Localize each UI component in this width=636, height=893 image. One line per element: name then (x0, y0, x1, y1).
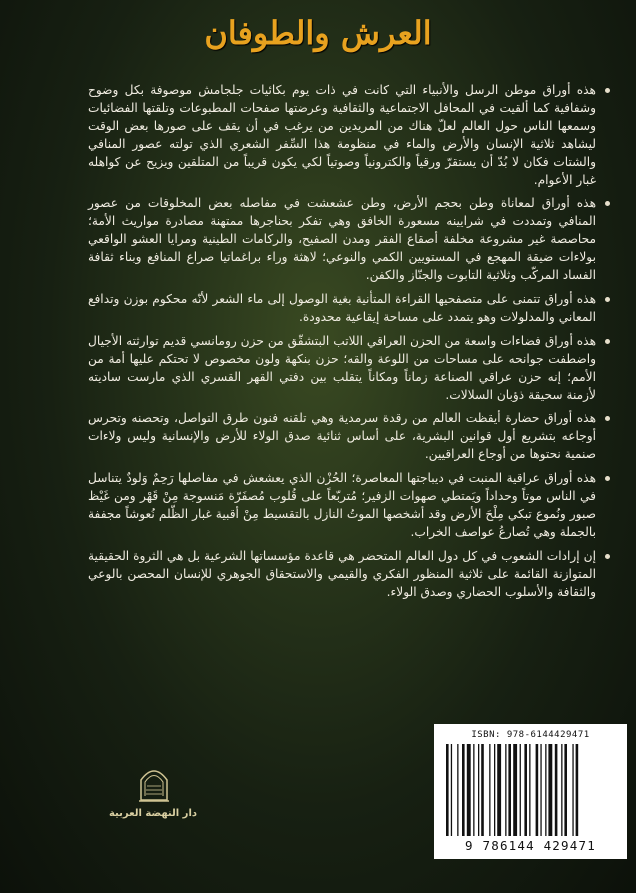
barcode-label (434, 724, 627, 859)
blurb-paragraph: هذه أوراق حضارة أيقظت العالم من رقدة سرمدية وهي تلقنه فنون طرق التواصل، وتحصنه وتحرس أوجاعه بتشريع أول قوانين البشرية، على أساس ثنائية صدق الولاء للأرض والإنسانية وليس ولاءات صنمية نحتوها من أوجاع العراقيين. (88, 410, 610, 464)
blurb-paragraph: هذه أوراق عراقية المنبت في ديباجتها المعاصرة؛ الحُزْن الذي يعشعش في مفاصلها رَحِمٌ وَلودٌ يتناسل في الناس موتاً وحداداً ويَمتطي صهوات الزفير؛ مُتربّعاً على قُلوب مُصفَرّة مَنسوجة مِنْ قَهْر ومن غَيْظ صبور ونُموع تبكي مِلْحَ الأرض وقد أشخصها الموتُ النازل بالتقسيط مِنْ أقبية غبار الظّلم نُعوشاً مجففة بالجملة وهي تُصارعُ عواصف الخراب. (88, 470, 610, 542)
book-title: العرش والطوفان (204, 14, 432, 52)
blurb-paragraph: هذه أوراق موطن الرسل والأنبياء التي كانت في ذات يوم بكائيات جلجامش موصوفة بكل وضوح وشفافية كما ألقيت في المحافل الاجتماعية والثقافية وعرضتها صفحات المطبوعات وتلقتها الفضائيات وسمعها الناس حول العالم لعلّ هناك من المريدين من يرغب في أن يقف على صورها بعض الوقت ليشاهد ثلاثية الإنسان والأرض والماء في منظومة هذا السِّفر الشعري الذي تولته عصور المنافي والشتات فكان لا بُدّ أن يستقرّ ورقياً والكترونياً وصوتياً لكي يكون قريباً من المتلقين ويزيح عن كواهله غبار الأعوام. (88, 82, 610, 189)
barcode-digits: 9 786144 429471 (465, 838, 596, 853)
bullet-icon (605, 88, 610, 93)
blurb-paragraph: هذه أوراق لمعاناة وطن بحجم الأرض، وطن عشعشت في مفاصله بعض المخلوقات من عصور المنافي وتمددت في شرايينه مسعورة الخافق وهي تفكر بحناجرها ممتهنة مصادرة مواريث الأمة؛ محاصصة غير مشروعة مخلفة أصقاع الفقر ومدن الصفيح، والركامات الطينية ومرايا العشو الواقعي بولاءات ضيقة المهجع في المستويين الكمي والنوعي؛ لاهثة وراء براغماتيا صراع المنافع وبناء ثقافة الفساد المركّب وثلاثية التابوت والجنّاز والكفن. (88, 195, 610, 285)
blurb-paragraph: هذه أوراق فضاءات واسعة من الحزن العراقي اللاتب البتشقّق من حزن رومانسي قديم توارثته الأجيال واضطفت جوانحه على مساحات من اللوعة والقه؛ حزن بنكهة ولون مخصوص لا تحتكم عليها أمة من الأمم؛ إنه حزن عراقي الصناعة زماناً ومكاناً يتقلب بين دفتي القهر القسري الذي مارست ساديته لأزمنة سحيقة ذؤبان السلالات. (88, 333, 610, 405)
bullet-icon (605, 416, 610, 421)
bullet-icon (605, 339, 610, 344)
bullet-icon (605, 201, 610, 206)
blurb-paragraph: إن إرادات الشعوب في كل دول العالم المتحضر هي قاعدة مؤسساتها الشرعية بل هي الثروة الحقيقية المتوازنة القائمة على ثلاثية المنظور الفكري والقيمي والاستحقاق الجوهري للإنسان المحصن بالوعي والثقافة والأسلوب الحضاري وصدق الولاء. (88, 548, 610, 602)
bullet-icon (605, 476, 610, 481)
blurb-paragraph: هذه أوراق تتمنى على متصفحيها القراءة المتأنية بغية الوصول إلى ماء الشعر لأنّه محكوم بوزن وتدافع المعاني والمدلولات وهو يتمدد على مساحة إيقاعية محدودة. (88, 291, 610, 327)
bullet-icon (605, 554, 610, 559)
isbn-text: ISBN: 978-6144429471 (471, 730, 590, 740)
publisher-name: دار النهضة العربية (108, 808, 197, 819)
barcode-icon (446, 744, 615, 836)
bullet-icon (605, 297, 610, 302)
blurb-text (88, 82, 610, 607)
publisher-logo-icon (137, 760, 171, 804)
